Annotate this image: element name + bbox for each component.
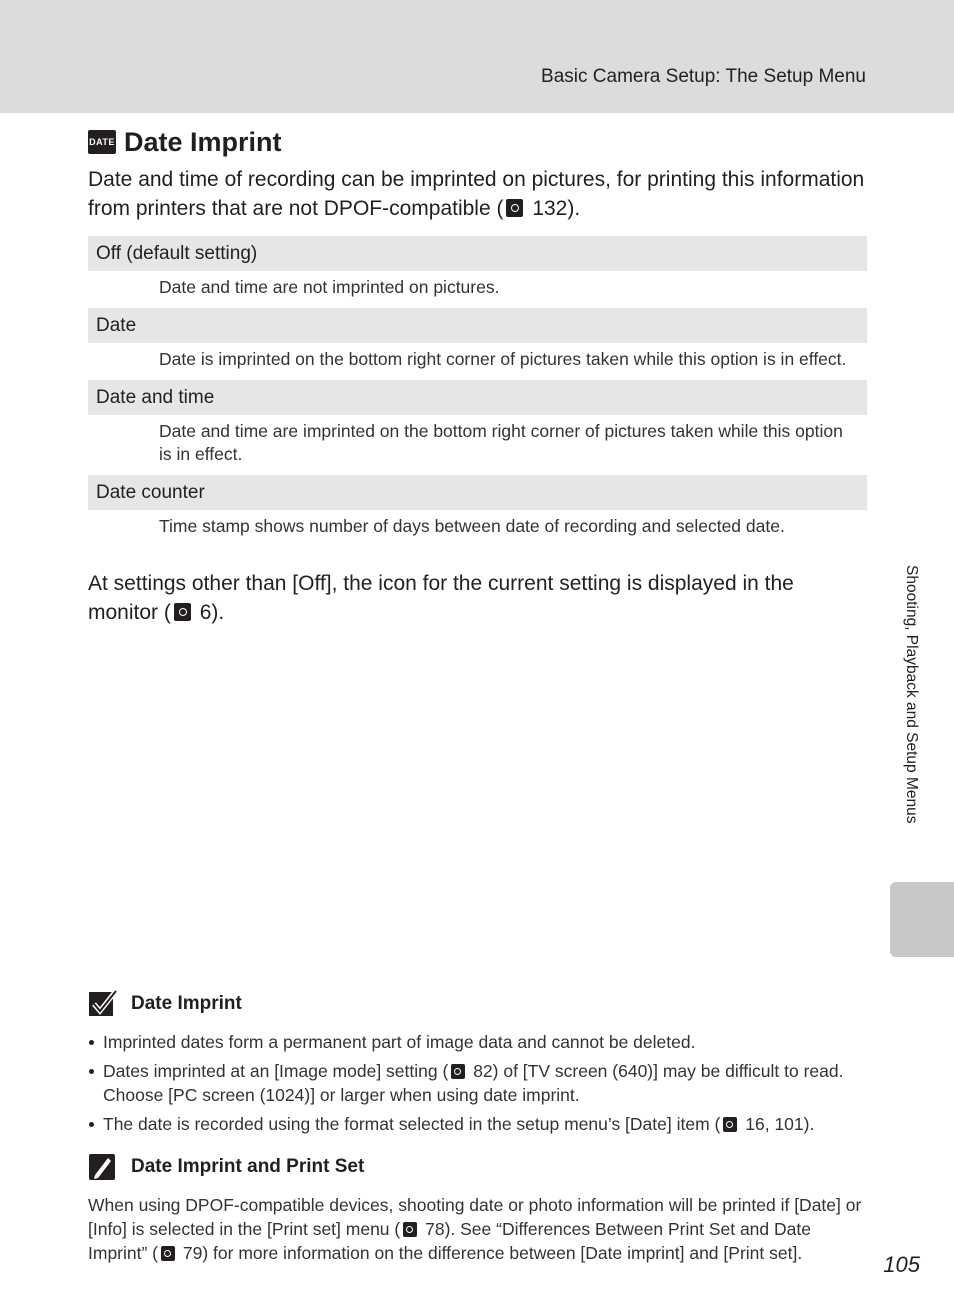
list-item: The date is recorded using the format selected in the setup menu’s [Date] item ( 16, 101).: [88, 1112, 858, 1136]
page-ref[interactable]: 16, 101: [745, 1114, 804, 1134]
page-reference-icon: [451, 1064, 465, 1079]
checkmark-caution-icon: [88, 990, 118, 1018]
caution-list: [88, 1030, 858, 1141]
option-off-label: Off (default setting): [88, 236, 867, 271]
page-reference-icon: [174, 603, 191, 621]
option-off-description: Date and time are not imprinted on pictures.: [159, 277, 500, 297]
page-ref[interactable]: 82: [473, 1061, 493, 1081]
option-date-counter-label: Date counter: [88, 475, 867, 510]
page-reference-icon: [506, 199, 523, 217]
page-number: 105: [883, 1252, 920, 1277]
header-band: [0, 0, 954, 113]
monitor-note-paragraph: At settings other than [Off], the icon for the current setting is displayed in the monitor ( 6).: [88, 572, 794, 624]
note-paragraph: When using DPOF-compatible devices, shooting date or photo information will be printed if [Date] or [Info] is selected in the [Print set] menu ( 78). See “Differences Between Print Set and Date Imprint” ( 79) for more information on the difference between [Date imprint] and [Print set].: [88, 1195, 862, 1263]
page-reference-icon: [161, 1246, 175, 1261]
caution-heading: [88, 990, 242, 1018]
caution-title: Date Imprint: [131, 993, 242, 1014]
intro-paragraph: Date and time of recording can be imprinted on pictures, for printing this information from printers that are not DPOF-compatible ( 132).: [88, 168, 865, 220]
option-date-counter-description: Time stamp shows number of days between date of recording and selected date.: [159, 516, 785, 536]
page-ref[interactable]: 79: [182, 1243, 203, 1263]
page-reference-icon: [403, 1222, 417, 1237]
page-reference-icon: [723, 1117, 737, 1132]
page-ref[interactable]: 132: [532, 197, 568, 220]
note-heading: [88, 1153, 364, 1181]
option-date-description: Date is imprinted on the bottom right corner of pictures taken while this option is in effect.: [159, 349, 847, 369]
chapter-side-label: Shooting, Playback and Setup Menus: [903, 565, 920, 824]
options-table: [88, 236, 867, 547]
list-item: Dates imprinted at an [Image mode] setting ( 82) of [TV screen (640)] may be difficult to read. Choose [PC screen (1024)] or larger when using date imprint.: [88, 1059, 858, 1107]
option-date-time-label: Date and time: [88, 380, 867, 415]
option-date-label: Date: [88, 308, 867, 343]
page-ref[interactable]: 6: [199, 601, 212, 624]
page-title: [88, 122, 282, 162]
section-header: Basic Camera Setup: The Setup Menu: [541, 66, 866, 87]
list-item: Imprinted dates form a permanent part of image data and cannot be deleted.: [88, 1030, 858, 1054]
option-date-time-description: Date and time are imprinted on the bottom right corner of pictures taken while this option is in effect.: [159, 421, 843, 464]
page-title-text: Date Imprint: [124, 126, 282, 157]
note-title: Date Imprint and Print Set: [131, 1156, 365, 1177]
chapter-tab: [890, 882, 954, 957]
page-ref[interactable]: 78: [425, 1219, 445, 1239]
pencil-note-icon: [88, 1153, 118, 1181]
date-imprint-icon: DATE: [88, 130, 116, 154]
